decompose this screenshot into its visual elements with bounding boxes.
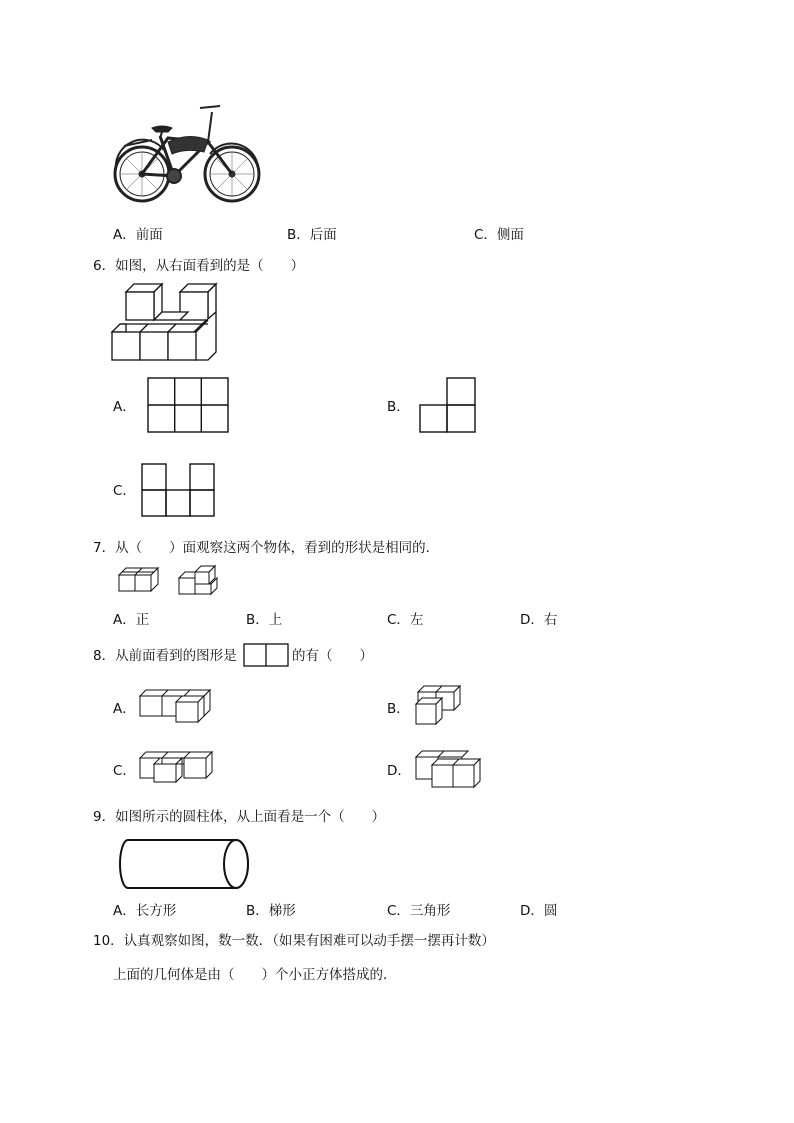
- q8-option-a[interactable]: A．: [113, 701, 136, 717]
- q9-option-a[interactable]: A．长方形: [113, 903, 177, 919]
- q9-option-d[interactable]: D．圆: [520, 903, 558, 919]
- q6-cube-stack-figure: [112, 282, 224, 362]
- q6-option-c[interactable]: C．: [113, 483, 136, 499]
- q6-option-b-grid: [419, 377, 477, 433]
- q9-option-b[interactable]: B．梯形: [246, 903, 296, 919]
- q5-option-a[interactable]: A．前面: [113, 227, 163, 243]
- q8-stem-before: 8．从前面看到的图形是: [93, 648, 237, 664]
- q6-option-b[interactable]: B．: [387, 399, 410, 415]
- q7-option-d[interactable]: D．右: [520, 612, 558, 628]
- q7-option-a[interactable]: A．正: [113, 612, 150, 628]
- q6-option-c-grid: [141, 463, 215, 517]
- q6-stem: 6．如图，从右面看到的是（ ）: [93, 258, 305, 274]
- bicycle-image: [112, 104, 262, 206]
- q5-option-b[interactable]: B．后面: [287, 227, 337, 243]
- q7-option-c[interactable]: C．左: [387, 612, 424, 628]
- q8-option-d-figure: [412, 749, 482, 789]
- q8-option-b[interactable]: B．: [387, 701, 410, 717]
- q7-option-b[interactable]: B．上: [246, 612, 283, 628]
- q7-object-2: [177, 564, 219, 596]
- q8-stem-shape: [243, 643, 289, 667]
- q7-stem: 7．从（ ）面观察这两个物体，看到的形状是相同的．: [93, 540, 440, 556]
- q8-option-c-figure: [138, 750, 214, 784]
- q8-option-a-figure: [138, 688, 214, 724]
- q9-option-c[interactable]: C．三角形: [387, 903, 451, 919]
- q10-stem: 10．认真观察如图，数一数．（如果有困难可以动手摆一摆再计数）: [93, 933, 495, 949]
- q8-option-c[interactable]: C．: [113, 763, 136, 779]
- q8-option-d[interactable]: D．: [387, 763, 411, 779]
- q6-option-a[interactable]: A．: [113, 399, 136, 415]
- q8-option-b-figure: [412, 686, 464, 728]
- q9-cylinder-figure: [118, 838, 252, 890]
- q5-option-c[interactable]: C．侧面: [474, 227, 524, 243]
- q6-option-a-grid: [147, 377, 229, 433]
- q10-subtext: 上面的几何体是由（ ）个小正方体搭成的．: [113, 967, 397, 983]
- q8-stem-after: 的有（ ）: [292, 648, 373, 664]
- q9-stem: 9．如图所示的圆柱体，从上面看是一个（ ）: [93, 809, 386, 825]
- q7-object-1: [117, 566, 161, 594]
